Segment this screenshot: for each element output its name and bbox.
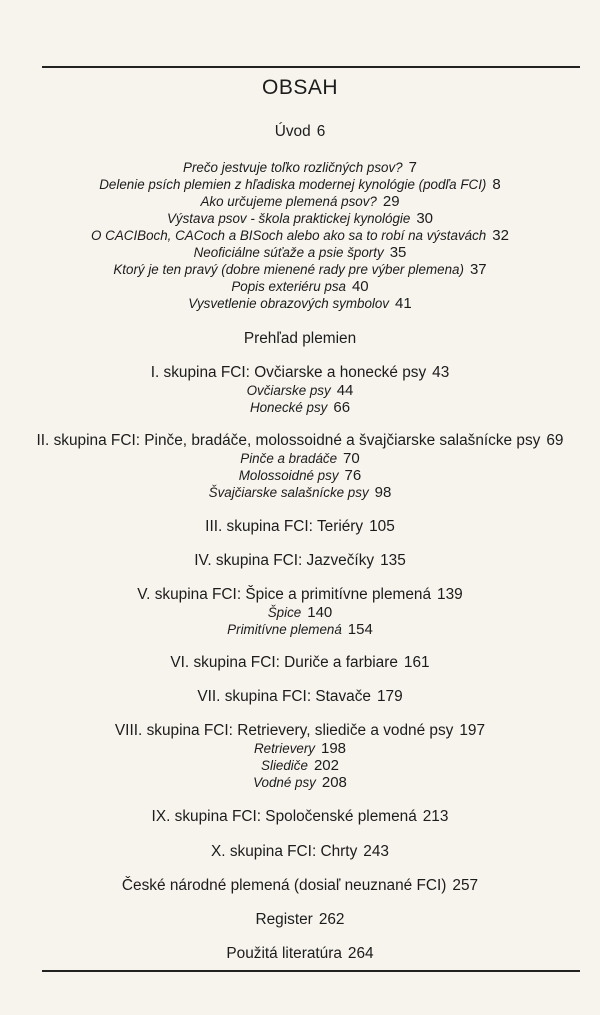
entry-page: 257 — [452, 877, 479, 894]
entry-title: Neoficiálne súťaže a psie športy — [193, 245, 384, 260]
entry-page: 43 — [432, 364, 450, 381]
entry-title: Špice — [267, 605, 302, 620]
entry-page: 40 — [351, 278, 369, 295]
entry-title: Prečo jestvuje toľko rozličných psov? — [183, 160, 403, 175]
entry-page: 69 — [546, 432, 564, 449]
entry-page: 198 — [321, 740, 347, 757]
toc-sub-entry[interactable] — [0, 383, 600, 399]
entry-title: X. skupina FCI: Chrty — [211, 843, 358, 860]
entry-page: 37 — [469, 261, 487, 278]
entry-title: IV. skupina FCI: Jazvečíky — [194, 552, 375, 569]
entry-page: 139 — [437, 586, 463, 603]
toc-group-entry[interactable] — [0, 519, 600, 535]
entry-page: 98 — [374, 484, 392, 501]
toc-entry[interactable] — [0, 194, 600, 210]
entry-title: Ktorý je ten pravý (dobre mienené rady pre výber plemena) — [113, 262, 464, 277]
toc-entry[interactable] — [0, 177, 600, 193]
entry-title: VII. skupina FCI: Stavače — [197, 688, 371, 705]
entry-title: Ovčiarske psy — [246, 383, 331, 398]
entry-title: V. skupina FCI: Špice a primitívne plemená — [137, 586, 432, 603]
entry-page: 7 — [408, 159, 417, 176]
toc-group-entry[interactable] — [0, 723, 600, 739]
entry-page: 41 — [395, 295, 412, 312]
entry-page: 154 — [347, 621, 373, 638]
entry-title: VIII. skupina FCI: Retrievery, sliediče a vodné psy — [114, 722, 454, 739]
toc-sub-entry[interactable] — [0, 451, 600, 467]
entry-page: 70 — [343, 450, 360, 467]
entry-page: 179 — [376, 688, 403, 705]
entry-page: 32 — [492, 227, 509, 244]
toc-entry[interactable] — [0, 296, 600, 312]
top-rule — [42, 66, 580, 68]
entry-page: 8 — [492, 176, 501, 193]
entry-page: 213 — [422, 808, 449, 825]
toc-sub-entry[interactable] — [0, 605, 600, 621]
bottom-rule — [42, 970, 580, 972]
entry-page: 135 — [380, 552, 406, 569]
toc-entry[interactable] — [0, 946, 600, 962]
toc-sub-entry[interactable] — [0, 758, 600, 774]
entry-page: 35 — [389, 244, 407, 261]
toc-entry[interactable] — [0, 279, 600, 295]
toc-sub-entry[interactable] — [0, 622, 600, 638]
toc-group-entry[interactable] — [0, 553, 600, 569]
entry-title: II. skupina FCI: Pinče, bradáče, molossoidné a švajčiarske salašnícke psy — [36, 432, 541, 449]
toc-entry[interactable] — [0, 262, 600, 278]
entry-title: Popis exteriéru psa — [231, 279, 346, 294]
entry-title: Použitá literatúra — [226, 945, 342, 962]
entry-title: III. skupina FCI: Teriéry — [205, 518, 364, 535]
entry-page: 76 — [344, 467, 362, 484]
entry-title: Honecké psy — [249, 400, 328, 415]
entry-title: České národné plemená (dosiaľ neuznané FCI) — [121, 877, 447, 894]
toc-group-entry[interactable] — [0, 655, 600, 671]
toc-entry[interactable] — [0, 912, 600, 928]
toc-sub-entry[interactable] — [0, 775, 600, 791]
entry-title: Pinče a bradáče — [240, 451, 338, 466]
toc-group-entry[interactable] — [0, 365, 600, 381]
entry-page: 6 — [316, 123, 326, 140]
entry-title: VI. skupina FCI: Duriče a farbiare — [170, 654, 398, 671]
entry-title: Úvod — [274, 123, 311, 140]
entry-page: 30 — [416, 210, 434, 227]
entry-page: 140 — [307, 604, 333, 621]
entry-title: Delenie psích plemien z hľadiska modernej kynológie (podľa FCI) — [99, 177, 487, 192]
entry-page: 29 — [382, 193, 400, 210]
entry-title: IX. skupina FCI: Spoločenské plemená — [151, 808, 417, 825]
toc-entry[interactable] — [0, 160, 600, 176]
toc-group-entry[interactable] — [0, 587, 600, 603]
entry-title: O CACIBoch, CACoch a BISoch alebo ako sa to robí na výstavách — [91, 228, 487, 243]
entry-title: Výstava psov - škola praktickej kynológie — [166, 211, 411, 226]
entry-title: Vodné psy — [253, 775, 316, 790]
entry-page: 208 — [321, 774, 347, 791]
toc-sub-entry[interactable] — [0, 741, 600, 757]
entry-title: Vysvetlenie obrazových symbolov — [188, 296, 390, 311]
entry-page: 243 — [363, 843, 389, 860]
entry-title: Retrievery — [253, 741, 315, 756]
toc-sub-entry[interactable] — [0, 485, 600, 501]
toc-group-entry[interactable] — [0, 433, 600, 449]
entry-title: Švajčiarske salašnícke psy — [208, 485, 369, 500]
toc-sub-entry[interactable] — [0, 400, 600, 416]
toc-entry-intro[interactable] — [0, 124, 600, 140]
entry-title: Molossoidné psy — [238, 468, 339, 483]
section-heading: Prehľad plemien — [243, 330, 357, 347]
toc-entry[interactable] — [0, 228, 600, 244]
entry-page: 105 — [369, 518, 395, 535]
toc-sub-entry[interactable] — [0, 468, 600, 484]
toc-group-entry[interactable] — [0, 689, 600, 705]
toc-entry[interactable] — [0, 878, 600, 894]
toc-group-entry[interactable] — [0, 809, 600, 825]
page-title: OBSAH — [261, 76, 339, 99]
toc-entry[interactable] — [0, 211, 600, 227]
entry-title: Ako určujeme plemená psov? — [200, 194, 377, 209]
entry-page: 44 — [336, 382, 354, 399]
entry-page: 161 — [403, 654, 430, 671]
entry-title: I. skupina FCI: Ovčiarske a honecké psy — [150, 364, 427, 381]
toc-group-entry[interactable] — [0, 844, 600, 860]
entry-title: Sliediče — [261, 758, 308, 773]
toc-entry[interactable] — [0, 245, 600, 261]
entry-title: Primitívne plemená — [227, 622, 342, 637]
entry-page: 66 — [333, 399, 351, 416]
entry-page: 264 — [347, 945, 374, 962]
entry-page: 262 — [318, 911, 345, 928]
entry-title: Register — [255, 911, 313, 928]
entry-page: 202 — [313, 757, 339, 774]
entry-page: 197 — [459, 722, 486, 739]
